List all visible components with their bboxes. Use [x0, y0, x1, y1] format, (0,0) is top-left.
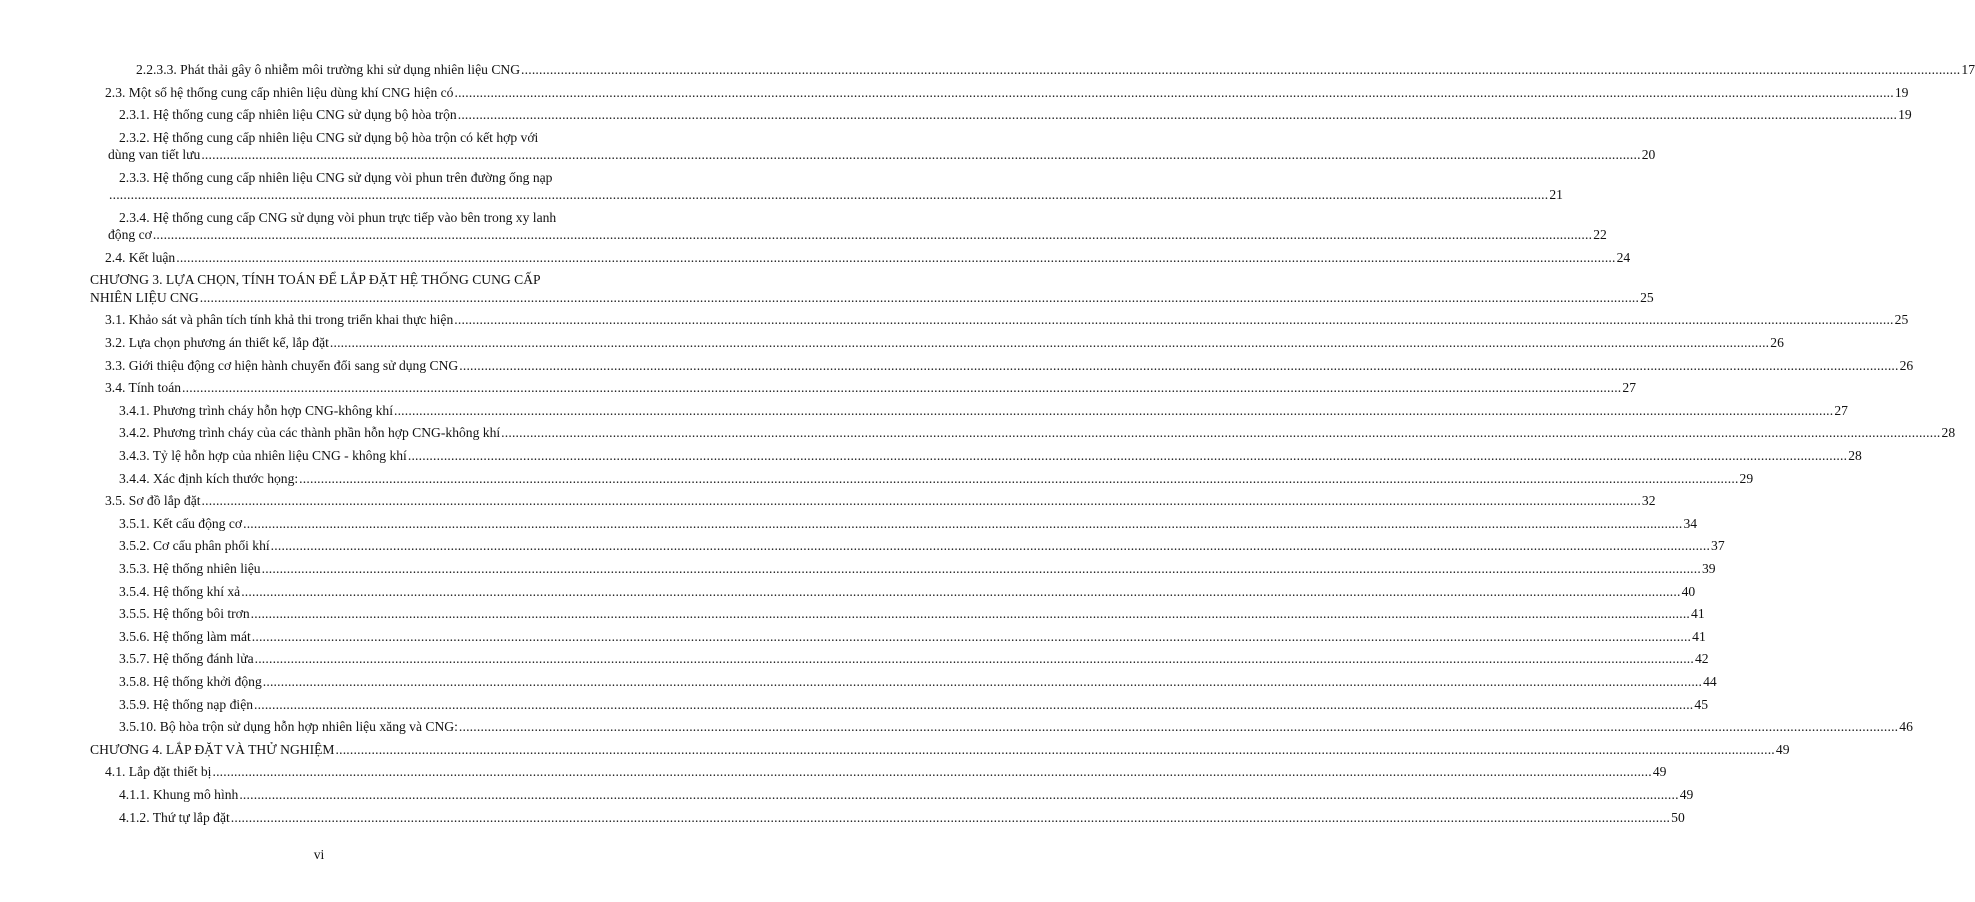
toc-page-number: 28 — [1941, 425, 1956, 441]
toc-page-number: 21 — [1549, 187, 1563, 203]
toc-page-number: 17 — [1961, 62, 1975, 77]
toc-entry-text: 2.3.1. Hệ thống cung cấp nhiên liệu CNG sử dụng bộ hòa trộn — [119, 107, 457, 123]
dot-leader: ................................................................................................................................................................................................................................................................................................................................................................................................................ — [251, 628, 1692, 644]
toc-entry-text: 2.2.3.3. Phát thải gây ô nhiễm môi trường khi sử dụng nhiên liệu CNG — [136, 62, 521, 77]
dot-leader: ................................................................................................................................................................................................................................................................................................................................................................................................................ — [254, 696, 1694, 712]
toc-page-number: 41 — [1692, 628, 1706, 644]
toc-entry-text: 3.4.1. Phương trình cháy hỗn hợp CNG-không khí — [119, 402, 393, 418]
toc-page-number: 19 — [1898, 107, 1912, 123]
toc-page-number: 49 — [1775, 741, 1790, 757]
toc-entry-text: 4.1.2. Thứ tự lắp đặt — [119, 809, 230, 825]
dot-leader: ................................................................................................................................................................................................................................................................................................................................................................................................................ — [262, 674, 1703, 689]
toc-entry-text: 3.5.8. Hệ thống khởi động — [119, 674, 262, 689]
toc-entry-text: 3.5.9. Hệ thống nạp điện — [119, 696, 254, 712]
toc-entry-text: 3.5.2. Cơ cấu phân phối khí — [119, 538, 270, 554]
dot-leader: ................................................................................................................................................................................................................................................................................................................................................................................................................ — [182, 380, 1622, 396]
toc-page-number: 27 — [1622, 380, 1636, 396]
toc-page-number: 44 — [1703, 674, 1717, 689]
toc-page-number: 20 — [1641, 147, 1656, 163]
toc-entry-text: 3.5.6. Hệ thống làm mát — [119, 628, 251, 644]
dot-leader: ................................................................................................................................................................................................................................................................................................................................................................................................................ — [239, 787, 1679, 802]
dot-leader: ................................................................................................................................................................................................................................................................................................................................................................................................................ — [501, 425, 1941, 441]
toc-entry-text: 2.3.4. Hệ thống cung cấp CNG sử dụng vòi phun trực tiếp vào bên trong xy lanh — [119, 209, 557, 225]
dot-leader: ................................................................................................................................................................................................................................................................................................................................................................................................................ — [250, 606, 1691, 622]
toc-entry-text: 3.5.3. Hệ thống nhiên liệu — [119, 561, 261, 576]
dot-leader: ................................................................................................................................................................................................................................................................................................................................................................................................................ — [254, 651, 1694, 667]
dot-leader: ................................................................................................................................................................................................................................................................................................................................................................................................................ — [109, 187, 1549, 203]
toc-entry-text: 4.1.1. Khung mô hình — [119, 787, 239, 802]
toc-entry-text: 3.5. Sơ đồ lắp đặt — [105, 493, 201, 509]
dot-leader: ................................................................................................................................................................................................................................................................................................................................................................................................................ — [201, 493, 1641, 509]
toc-page-number: 46 — [1899, 719, 1913, 735]
toc-entry-text: dùng van tiết lưu — [108, 147, 201, 163]
toc-entry-text: 3.5.4. Hệ thống khí xả — [119, 583, 241, 599]
dot-leader: ................................................................................................................................................................................................................................................................................................................................................................................................................ — [454, 84, 1894, 100]
toc-page-number: 49 — [1679, 787, 1694, 802]
toc-page-number: 25 — [1640, 289, 1654, 305]
dot-leader: ................................................................................................................................................................................................................................................................................................................................................................................................................ — [176, 249, 1616, 265]
toc-entry-text: 3.1. Khảo sát và phân tích tính khả thi trong triển khai thực hiện — [105, 312, 454, 328]
dot-leader: ................................................................................................................................................................................................................................................................................................................................................................................................................ — [241, 583, 1681, 599]
toc-entry-text: 4.1. Lắp đặt thiết bị — [105, 764, 212, 780]
dot-leader: ................................................................................................................................................................................................................................................................................................................................................................................................................ — [212, 764, 1652, 780]
toc-entry-text: 3.4.3. Tỷ lệ hỗn hợp của nhiên liệu CNG - không khí — [119, 448, 407, 463]
toc-entry-text: 2.3.3. Hệ thống cung cấp nhiên liệu CNG sử dụng vòi phun trên đường ống nạp — [119, 169, 553, 185]
dot-leader: ................................................................................................................................................................................................................................................................................................................................................................................................................ — [454, 312, 1894, 328]
toc-page-number: 49 — [1652, 764, 1667, 780]
toc-page-number: 28 — [1848, 448, 1862, 463]
toc-entry-text: 3.5.7. Hệ thống đánh lửa — [119, 651, 254, 667]
toc-page-number: 50 — [1671, 809, 1685, 825]
dot-leader: ................................................................................................................................................................................................................................................................................................................................................................................................................ — [243, 515, 1683, 531]
page-number: vi — [313, 847, 325, 862]
toc-page-number: 26 — [1899, 357, 1914, 373]
dot-leader: ................................................................................................................................................................................................................................................................................................................................................................................................................ — [152, 227, 1593, 243]
toc-entry-text: 2.4. Kết luận — [105, 249, 176, 265]
toc-entry-text: 3.5.10. Bộ hòa trộn sử dụng hỗn hợp nhiên liệu xăng và CNG: — [119, 719, 458, 735]
dot-leader: ................................................................................................................................................................................................................................................................................................................................................................................................................ — [201, 147, 1641, 163]
toc-entry-text: 3.5.5. Hệ thống bôi trơn — [119, 606, 250, 622]
dot-leader: ................................................................................................................................................................................................................................................................................................................................................................................................................ — [199, 289, 1640, 305]
dot-leader: ................................................................................................................................................................................................................................................................................................................................................................................................................ — [329, 335, 1770, 350]
toc-page-number: 26 — [1770, 335, 1784, 350]
toc-page-number: 39 — [1701, 561, 1716, 576]
toc-page-number: 40 — [1681, 583, 1696, 599]
toc-entry-text: 3.5.1. Kết cấu động cơ — [119, 515, 243, 531]
dot-leader: ................................................................................................................................................................................................................................................................................................................................................................................................................ — [261, 561, 1701, 576]
toc-entry-text: 3.4.2. Phương trình cháy của các thành phần hỗn hợp CNG-không khí — [119, 425, 501, 441]
toc-entry-text: CHƯƠNG 4. LẮP ĐẶT VÀ THỬ NGHIỆM — [90, 741, 335, 757]
toc-page-number: 29 — [1739, 470, 1754, 486]
toc-page-number: 27 — [1834, 402, 1848, 418]
toc-entry-text: 3.3. Giới thiệu động cơ hiện hành chuyển đổi sang sử dụng CNG — [105, 357, 459, 373]
toc-entry-text: 2.3. Một số hệ thống cung cấp nhiên liệu dùng khí CNG hiện có — [105, 84, 454, 100]
dot-leader: ................................................................................................................................................................................................................................................................................................................................................................................................................ — [299, 470, 1739, 486]
dot-leader: ................................................................................................................................................................................................................................................................................................................................................................................................................ — [521, 62, 1961, 77]
toc-page-number: 41 — [1691, 606, 1705, 622]
dot-leader: ................................................................................................................................................................................................................................................................................................................................................................................................................ — [230, 809, 1671, 825]
dot-leader: ................................................................................................................................................................................................................................................................................................................................................................................................................ — [407, 448, 1848, 463]
toc-page-number: 32 — [1641, 493, 1656, 509]
dot-leader: ................................................................................................................................................................................................................................................................................................................................................................................................................ — [393, 402, 1834, 418]
toc-entry-text: 3.2. Lựa chọn phương án thiết kế, lắp đặt — [105, 335, 329, 350]
toc-entry-text: CHƯƠNG 3. LỰA CHỌN, TÍNH TOÁN ĐỂ LẮP ĐẶT HỆ THỐNG CUNG CẤP — [90, 272, 541, 288]
dot-leader: ................................................................................................................................................................................................................................................................................................................................................................................................................ — [457, 107, 1898, 123]
dot-leader: ................................................................................................................................................................................................................................................................................................................................................................................................................ — [335, 741, 1775, 757]
dot-leader: ................................................................................................................................................................................................................................................................................................................................................................................................................ — [270, 538, 1711, 554]
dot-leader: ................................................................................................................................................................................................................................................................................................................................................................................................................ — [459, 357, 1899, 373]
toc-page-number: 37 — [1711, 538, 1725, 554]
toc-page-number: 25 — [1894, 312, 1909, 328]
toc-page-number: 19 — [1894, 84, 1909, 100]
toc-page-number: 24 — [1616, 249, 1631, 265]
toc-entry-text: động cơ — [108, 227, 152, 243]
toc-page-number: 45 — [1694, 696, 1708, 712]
toc-entry-text: 2.3.2. Hệ thống cung cấp nhiên liệu CNG sử dụng bộ hòa trộn có kết hợp với — [119, 129, 539, 145]
toc-page-number: 34 — [1683, 515, 1698, 531]
toc-entry-text: 3.4.4. Xác định kích thước họng: — [119, 470, 299, 486]
toc-entry-text: 3.4. Tính toán — [105, 380, 182, 396]
toc-entry-text: NHIÊN LIỆU CNG — [90, 289, 199, 305]
toc-page-number: 42 — [1694, 651, 1709, 667]
dot-leader: ................................................................................................................................................................................................................................................................................................................................................................................................................ — [458, 719, 1899, 735]
toc-page-number: 22 — [1593, 227, 1607, 243]
